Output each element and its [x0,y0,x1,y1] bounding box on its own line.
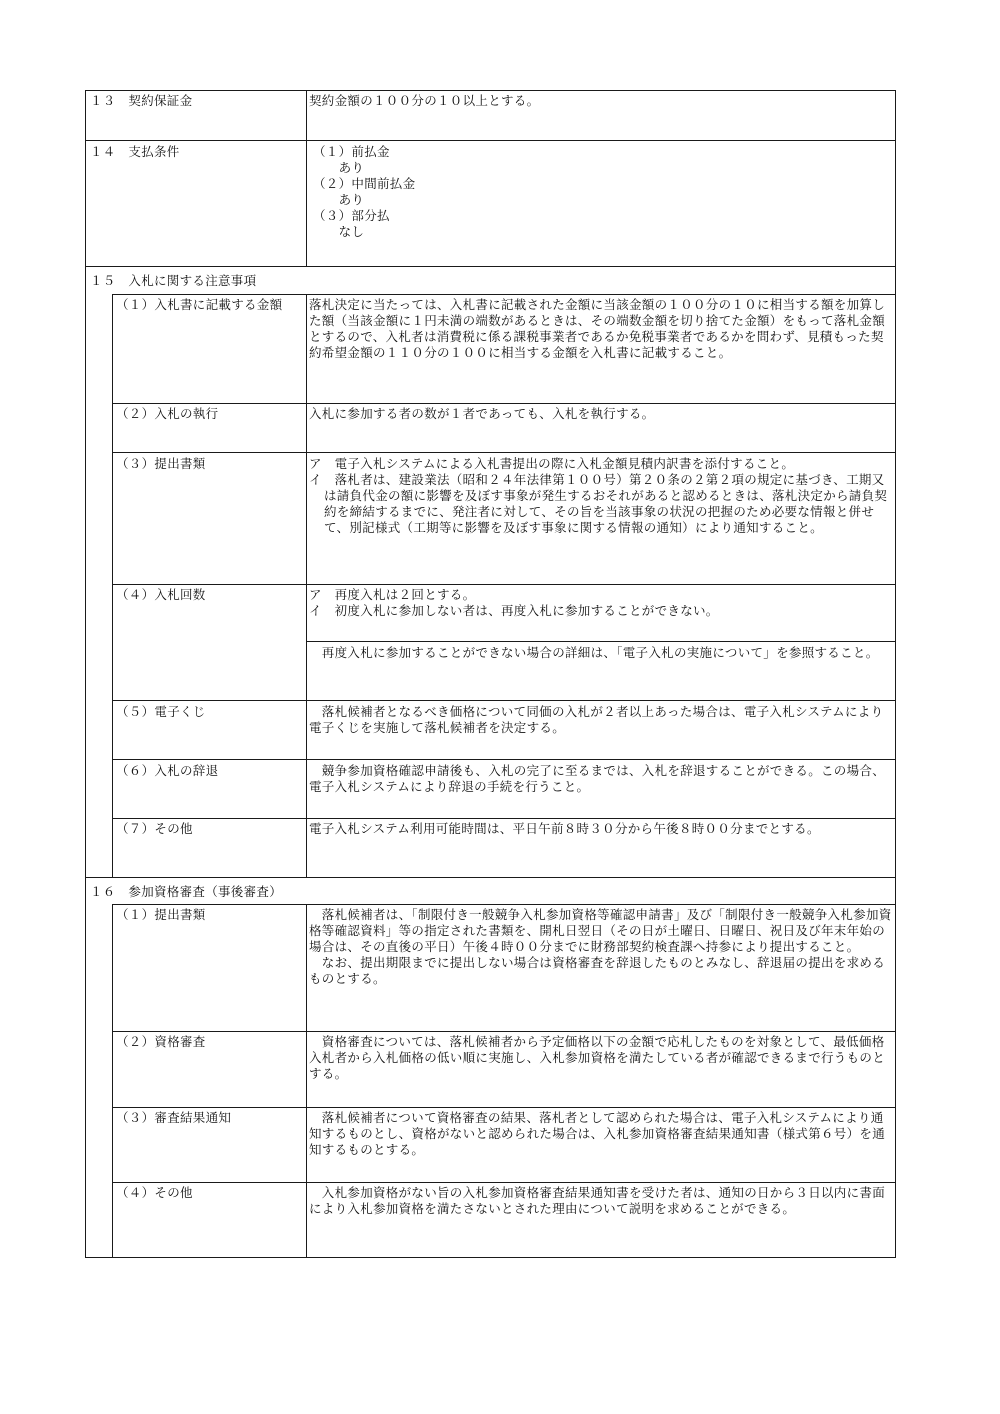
rule-15-6-bottom [112,818,896,819]
rule-16-1-bottom [112,1031,896,1032]
rule-15-5-bottom [112,759,896,760]
s15-item7-label: （７）その他 [116,821,193,836]
rule-mid-15 [306,294,307,877]
section-13-content: 契約金額の１００分の１０以上とする。 [309,93,540,108]
rule-16-3-bottom [112,1182,896,1183]
s15-item2-label: （２）入札の執行 [116,406,219,421]
s15-item7-content: 電子入札システム利用可能時間は、平日午前８時３０分から午後８時００分までとする。 [309,821,820,836]
rule-16-2-bottom [112,1107,896,1108]
rule-15-header-bottom [112,294,896,295]
document-table [85,90,896,1258]
s16-item3-content: 落札候補者について資格審査の結果、落札者として認められた場合は、電子入札システムにより通知するものとし、資格がないと認められた場合は、入札参加資格審査結果通知書（様式第６号）を通知するものとする。 [309,1110,886,1157]
s16-item1-label: （１）提出書類 [116,907,206,922]
rule-15-1-bottom [112,403,896,404]
s15-item1-content: 落札決定に当たっては、入札書に記載された金額に当該金額の１００分の１０に相当する額を加算した額（当該金額に１円未満の端数があるときは、その端数金額を切り捨てた金額）をもって落札金額とするので、入札者は消費税に係る課税事業者であるか免税事業者であるかを問わず、見積もった契約希望金額の１１０分の１００に相当する金額を入札書に記載すること。 [309,297,886,360]
s15-item4-content-b: 再度入札に参加することができない場合の詳細は、「電子入札の実施について」を参照すること。 [309,645,879,660]
rule-14-bottom [85,266,896,267]
section-16-label: １６ 参加資格審査（事後審査） [90,884,283,899]
rule-mid-16 [306,904,307,1257]
rule-indent-16 [112,904,113,1257]
s15-item5-content: 落札候補者となるべき価格について同価の入札が２者以上あった場合は、電子入札システムにより電子くじを実施して落札候補者を決定する。 [309,704,884,735]
section-14-content: （１）前払金 あり （２）中間前払金 あり （３）部分払 なし [313,144,416,239]
s15-item3-content-b: イ 落札者は、建設業法（昭和２４年法律第１００号）第２０条の２第２項の規定に基づき、工期又は請負代金の額に影響を及ぼす事象が発生するおそれがあると認めるときは、落札決定から請負契約を締結するまでに、発注者に対して、その旨を当該事象の状況の把握のため必要な情報と併せて、別記様式（工期等に影響を及ぼす事象に関する情報の通知）により通知すること。 [309,472,888,535]
s15-item3-label: （３）提出書類 [116,456,206,471]
s16-item2-content: 資格審査については、落札候補者から予定価格以下の金額で応札したものを対象として、最低価格入札者から入札価格の低い順に実施し、入札参加資格を満たしている者が確認できるまで行うものとする。 [309,1034,886,1081]
s15-item4-content-a: ア 再度入札は２回とする。 イ 初度入札に参加しない者は、再度入札に参加することができない。 [309,587,719,618]
s16-item4-content: 入札参加資格がない旨の入札参加資格審査結果通知書を受けた者は、通知の日から３日以内に書面により入札参加資格を満たさないとされた理由について説明を求めることができる。 [309,1185,886,1216]
s16-item4-label: （４）その他 [116,1185,193,1200]
s16-item3-label: （３）審査結果通知 [116,1110,232,1125]
rule-bottom [85,1257,896,1258]
rule-left [85,90,86,1258]
s15-item1-label: （１）入札書に記載する金額 [116,297,283,312]
s15-item6-content: 競争参加資格確認申請後も、入札の完了に至るまでは、入札を辞退することができる。この場合、電子入札システムにより辞退の手続を行うこと。 [309,763,886,794]
s15-item3-content-a: ア 電子入札システムによる入札書提出の際に入札金額見積内訳書を添付すること。 [309,456,795,471]
s16-item2-label: （２）資格審査 [116,1034,206,1049]
s15-item5-label: （５）電子くじ [116,704,206,719]
s15-item4-label: （４）入札回数 [116,587,206,602]
rule-15-4-bottom [112,700,896,701]
rule-15-4-split [306,641,896,642]
rule-15-3-bottom [112,584,896,585]
section-13-label: １３ 契約保証金 [90,93,193,108]
section-15-label: １５ 入札に関する注意事項 [90,273,257,288]
rule-15-bottom [85,877,896,878]
rule-mid-13-14 [306,90,307,266]
rule-right [895,90,896,1258]
s16-item1-content: 落札候補者は、「制限付き一般競争入札参加資格等確認申請書」及び「制限付き一般競争入札参加資格等確認資料」等の指定された書類を、開札日翌日（その日が土曜日、日曜日、祝日及び年末年始の場合は、その直後の平日）午後４時００分までに財務部契約検査課へ持参により提出すること。 なお、提出期限までに提出しない場合は資格審査を辞退したものとみなし、辞退届の提出を求めるものとする。 [309,907,892,986]
rule-15-2-bottom [112,452,896,453]
rule-13-bottom [85,140,896,141]
rule-top [85,90,896,91]
s15-item6-label: （６）入札の辞退 [116,763,219,778]
rule-indent-15 [112,294,113,877]
rule-16-header-bottom [112,904,896,905]
section-14-label: １４ 支払条件 [90,144,180,159]
s15-item2-content: 入札に参加する者の数が１者であっても、入札を執行する。 [309,406,655,421]
